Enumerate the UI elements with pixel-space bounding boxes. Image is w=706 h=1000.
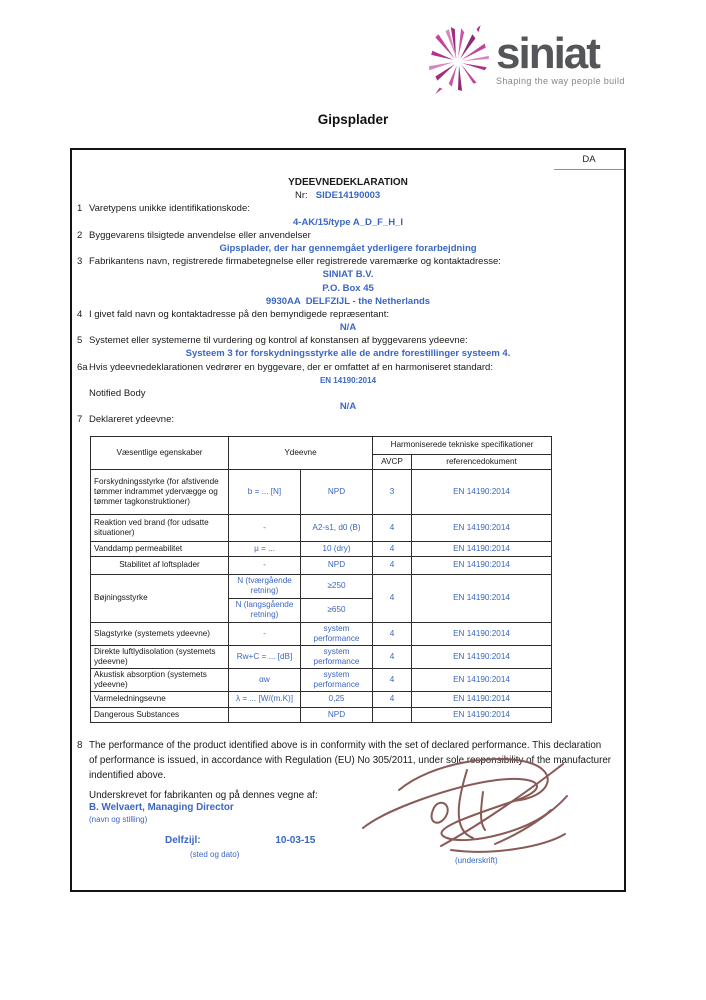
table-row bbox=[91, 645, 552, 668]
header-avcp: AVCP bbox=[373, 454, 412, 469]
cell-reference: EN 14190:2014 bbox=[412, 541, 552, 556]
language-code: DA bbox=[554, 150, 624, 170]
item-3-number: 3 bbox=[77, 256, 83, 268]
logo-tagline: Shaping the way people build bbox=[496, 76, 625, 86]
cell-performance-2: system performance bbox=[301, 622, 373, 645]
table-row bbox=[91, 668, 552, 691]
cell-performance-2: NPD bbox=[301, 556, 373, 574]
item-4-label: I givet fald navn og kontaktadresse på den bemyndigede repræsentant: bbox=[89, 308, 389, 320]
item-6a-number: 6a bbox=[77, 361, 88, 373]
cell-name: Stabilitet af loftsplader bbox=[91, 556, 229, 574]
item-2-number: 2 bbox=[77, 229, 83, 241]
table-row bbox=[91, 541, 552, 556]
item-4 bbox=[72, 308, 624, 321]
cell-reference: EN 14190:2014 bbox=[412, 622, 552, 645]
cell-performance-2: 10 (dry) bbox=[301, 541, 373, 556]
signed-by-name: B. Welvaert, Managing Director bbox=[89, 801, 234, 813]
cell-avcp: 4 bbox=[373, 668, 412, 691]
table-header-row-1 bbox=[91, 436, 552, 454]
header-harmonised-specs: Harmoniserede tekniske specifikationer bbox=[373, 436, 552, 454]
item-7-number: 7 bbox=[77, 414, 83, 426]
declaration-box bbox=[70, 148, 626, 892]
cell-avcp bbox=[373, 707, 412, 722]
cell-avcp: 4 bbox=[373, 691, 412, 707]
place-date-caption: (sted og dato) bbox=[190, 849, 240, 859]
cell-name: Direkte luftlydisolation (systemets ydeevne) bbox=[91, 645, 229, 668]
cell-performance-2: 0,25 bbox=[301, 691, 373, 707]
lower-section bbox=[72, 738, 624, 865]
cell-name: Bøjningsstyrke bbox=[91, 574, 229, 622]
item-2-label: Byggevarens tilsigtede anvendelse eller anvendelser bbox=[89, 229, 311, 241]
place-value: Delfzijl: bbox=[165, 834, 201, 846]
item-8-text: The performance of the product identified above is in conformity with the set of declared performance. This declaration of performance is issued, in accordance with Regulation (EU) No 305/2011, under sole responsibility of the manufacturer indentified above. bbox=[89, 739, 612, 781]
cell-performance-1: - bbox=[229, 622, 301, 645]
item-3-label: Fabrikantens navn, registrerede firmabetegnelse eller registrerede varemærke og kontaktadresse: bbox=[89, 256, 501, 268]
item-7-label: Deklareret ydeevne: bbox=[89, 414, 175, 426]
cell-reference: EN 14190:2014 bbox=[412, 556, 552, 574]
cell-performance-2: ≥650 bbox=[301, 598, 373, 622]
cell-avcp: 4 bbox=[373, 541, 412, 556]
cell-performance-2: A2-s1, d0 (B) bbox=[301, 514, 373, 541]
cell-performance-1: - bbox=[229, 556, 301, 574]
item-3-value-1: SINIAT B.V. bbox=[322, 269, 374, 281]
cell-reference: EN 14190:2014 bbox=[412, 707, 552, 722]
cell-reference: EN 14190:2014 bbox=[412, 574, 552, 622]
item-6a-label: Hvis ydeevnedeklarationen vedrører en byggevare, der er omfattet af en harmoniseret standard: bbox=[89, 361, 493, 373]
item-7 bbox=[72, 413, 624, 426]
cell-reference: EN 14190:2014 bbox=[412, 469, 552, 514]
header-performance: Ydeevne bbox=[229, 436, 373, 469]
item-1 bbox=[72, 202, 624, 215]
cell-performance-2: system performance bbox=[301, 668, 373, 691]
table-row bbox=[91, 622, 552, 645]
cell-performance-2: ≥250 bbox=[301, 574, 373, 598]
header-reference-document: referencedokument bbox=[412, 454, 552, 469]
cell-reference: EN 14190:2014 bbox=[412, 668, 552, 691]
performance-table bbox=[90, 436, 552, 723]
table-row bbox=[91, 707, 552, 722]
cell-performance-2: system performance bbox=[301, 645, 373, 668]
item-2-value: Gipsplader, der har gennemgået yderligere forarbejdning bbox=[219, 242, 477, 254]
notified-body-label: Notified Body bbox=[89, 388, 146, 399]
item-3-value-2: P.O. Box 45 bbox=[322, 282, 374, 294]
cell-performance-1: N (langsgående retning) bbox=[229, 598, 301, 622]
cell-avcp: 4 bbox=[373, 556, 412, 574]
item-2 bbox=[72, 229, 624, 242]
cell-avcp: 4 bbox=[373, 622, 412, 645]
cell-reference: EN 14190:2014 bbox=[412, 691, 552, 707]
declaration-number-line bbox=[72, 189, 624, 202]
cell-reference: EN 14190:2014 bbox=[412, 645, 552, 668]
item-5-number: 5 bbox=[77, 335, 83, 347]
cell-name: Forskydningsstyrke (for afstivende tømmer indrammet ydervægge og tømmer tagkonstruktioner) bbox=[91, 469, 229, 514]
table-row bbox=[91, 514, 552, 541]
siniat-logo bbox=[426, 24, 625, 96]
logo-text bbox=[496, 29, 625, 86]
table-row bbox=[91, 574, 552, 598]
item-5 bbox=[72, 334, 624, 347]
cell-performance-1: b = ... [N] bbox=[229, 469, 301, 514]
siniat-starburst-icon bbox=[426, 24, 492, 96]
cell-performance-1: N (tværgående retning) bbox=[229, 574, 301, 598]
cell-avcp: 4 bbox=[373, 574, 412, 622]
name-caption: (navn og stilling) bbox=[89, 814, 148, 824]
cell-performance-1 bbox=[229, 707, 301, 722]
cell-name: Varmeledningsevne bbox=[91, 691, 229, 707]
table-row bbox=[91, 556, 552, 574]
item-1-value: 4-AK/15/type A_D_F_H_I bbox=[293, 216, 403, 228]
item-4-value: N/A bbox=[339, 322, 357, 334]
cell-avcp: 3 bbox=[373, 469, 412, 514]
cell-performance-2: NPD bbox=[301, 707, 373, 722]
item-1-label: Varetypens unikke identifikationskode: bbox=[89, 203, 250, 215]
table-row bbox=[91, 691, 552, 707]
cell-performance-1: - bbox=[229, 514, 301, 541]
page-title: Gipsplader bbox=[317, 112, 389, 127]
declaration-content bbox=[72, 150, 624, 865]
cell-performance-1: Rw+C = ... [dB] bbox=[229, 645, 301, 668]
signed-by-label: Underskrevet for fabrikanten og på dennes vegne af: bbox=[89, 789, 318, 801]
cell-performance-1: αw bbox=[229, 668, 301, 691]
cell-performance-1: λ = ... [W/(m.K)] bbox=[229, 691, 301, 707]
item-3-value-3: 9930AA DELFZIJL - the Netherlands bbox=[265, 295, 431, 307]
cell-name: Reaktion ved brand (for udsatte situationer) bbox=[91, 514, 229, 541]
item-4-number: 4 bbox=[77, 308, 83, 320]
item-3 bbox=[72, 255, 624, 268]
date-value: 10-03-15 bbox=[275, 834, 316, 846]
cell-avcp: 4 bbox=[373, 514, 412, 541]
item-6a-value: EN 14190:2014 bbox=[319, 375, 377, 385]
notified-body-line bbox=[72, 387, 624, 400]
signature-caption: (underskrift) bbox=[455, 855, 498, 865]
cell-name: Slagstyrke (systemets ydeevne) bbox=[91, 622, 229, 645]
logo-brand: siniat bbox=[496, 29, 599, 78]
number-label: Nr: bbox=[295, 190, 308, 202]
item-8-number: 8 bbox=[77, 739, 83, 751]
notified-body-value: N/A bbox=[339, 401, 357, 413]
cell-performance-2: NPD bbox=[301, 469, 373, 514]
item-5-value: Systeem 3 for forskydningsstyrke alle de andre forestillinger systeem 4. bbox=[185, 348, 511, 360]
item-6a bbox=[72, 361, 624, 374]
cell-name: Akustisk absorption (systemets ydeevne) bbox=[91, 668, 229, 691]
cell-name: Vanddamp permeabilitet bbox=[91, 541, 229, 556]
cell-avcp: 4 bbox=[373, 645, 412, 668]
declaration-heading: YDEEVNEDEKLARATION bbox=[288, 177, 408, 188]
cell-performance-1: μ = ... bbox=[229, 541, 301, 556]
declaration-number: SIDE14190003 bbox=[315, 190, 381, 202]
header-essential-characteristics: Væsentlige egenskaber bbox=[91, 436, 229, 469]
item-5-label: Systemet eller systemerne til vurdering og kontrol af konstansen af byggevarens ydeevne: bbox=[89, 335, 468, 347]
cell-reference: EN 14190:2014 bbox=[412, 514, 552, 541]
table-row bbox=[91, 469, 552, 514]
cell-name: Dangerous Substances bbox=[91, 707, 229, 722]
item-1-number: 1 bbox=[77, 203, 83, 215]
